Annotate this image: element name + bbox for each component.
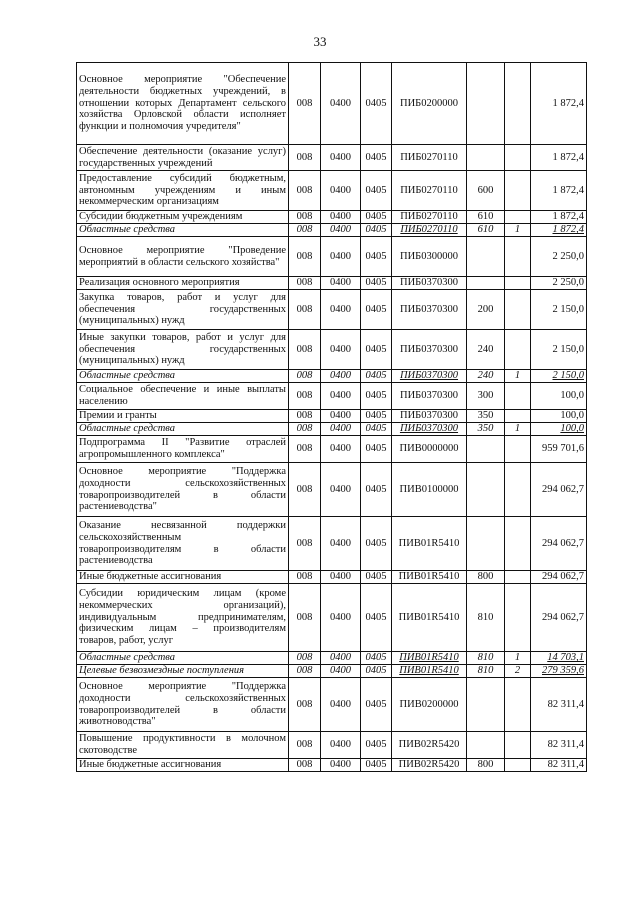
- amount-cell: 100,0: [531, 383, 587, 410]
- target-article-cell: ПИВ02R5420: [392, 759, 467, 772]
- subsection-code-cell: 0405: [361, 571, 392, 584]
- section-code-cell: 0400: [321, 410, 361, 423]
- subsection-code-cell: 0405: [361, 277, 392, 290]
- expense-type-cell: [467, 517, 505, 571]
- table-row: [77, 678, 587, 732]
- table-row: [77, 665, 587, 678]
- target-article-cell: ПИБ0300000: [392, 237, 467, 277]
- ved-code-cell: 008: [289, 145, 321, 171]
- target-article-cell: ПИБ0370300: [392, 370, 467, 383]
- ved-code-cell: 008: [289, 63, 321, 145]
- expense-type-cell: [467, 732, 505, 759]
- expense-type-cell: 350: [467, 410, 505, 423]
- amount-cell: 294 062,7: [531, 571, 587, 584]
- table-row: [77, 145, 587, 171]
- section-code-cell: 0400: [321, 383, 361, 410]
- subsection-code-cell: 0405: [361, 584, 392, 652]
- row-name-cell: Закупка товаров, работ и услуг для обеспечения государственных (муниципальных) нужд: [77, 290, 289, 330]
- expense-type-cell: 200: [467, 290, 505, 330]
- target-article-cell: ПИВ02R5420: [392, 732, 467, 759]
- target-article-cell: ПИБ0370300: [392, 383, 467, 410]
- subsection-code-cell: 0405: [361, 759, 392, 772]
- amount-cell: 1 872,4: [531, 171, 587, 211]
- target-article-cell: ПИВ0200000: [392, 678, 467, 732]
- row-name-cell: Областные средства: [77, 423, 289, 436]
- ved-code-cell: 008: [289, 211, 321, 224]
- amount-cell: 1 872,4: [531, 145, 587, 171]
- ved-code-cell: 008: [289, 463, 321, 517]
- budget-table: [76, 62, 587, 772]
- expense-type-cell: 350: [467, 423, 505, 436]
- funding-source-cell: [505, 571, 531, 584]
- ved-code-cell: 008: [289, 571, 321, 584]
- funding-source-cell: [505, 463, 531, 517]
- table-row: [77, 290, 587, 330]
- amount-cell: 2 250,0: [531, 237, 587, 277]
- amount-cell: 14 703,1: [531, 652, 587, 665]
- table-row: [77, 277, 587, 290]
- amount-cell: 2 150,0: [531, 370, 587, 383]
- funding-source-cell: [505, 436, 531, 463]
- funding-source-cell: [505, 63, 531, 145]
- funding-source-cell: [505, 211, 531, 224]
- row-name-cell: Областные средства: [77, 370, 289, 383]
- amount-cell: 294 062,7: [531, 584, 587, 652]
- amount-cell: 1 872,4: [531, 63, 587, 145]
- funding-source-cell: 1: [505, 224, 531, 237]
- expense-type-cell: [467, 237, 505, 277]
- table-row: [77, 211, 587, 224]
- funding-source-cell: [505, 678, 531, 732]
- amount-cell: 100,0: [531, 410, 587, 423]
- row-name-cell: Подпрограмма II "Развитие отраслей агропромышленного комплекса": [77, 436, 289, 463]
- expense-type-cell: 240: [467, 330, 505, 370]
- subsection-code-cell: 0405: [361, 63, 392, 145]
- ved-code-cell: 008: [289, 290, 321, 330]
- amount-cell: 2 250,0: [531, 277, 587, 290]
- funding-source-cell: [505, 517, 531, 571]
- row-name-cell: Иные закупки товаров, работ и услуг для обеспечения государственных (муниципальных) нужд: [77, 330, 289, 370]
- row-name-cell: Иные бюджетные ассигнования: [77, 759, 289, 772]
- subsection-code-cell: 0405: [361, 145, 392, 171]
- ved-code-cell: 008: [289, 237, 321, 277]
- subsection-code-cell: 0405: [361, 330, 392, 370]
- target-article-cell: ПИВ01R5410: [392, 571, 467, 584]
- amount-cell: 2 150,0: [531, 330, 587, 370]
- expense-type-cell: 810: [467, 665, 505, 678]
- subsection-code-cell: 0405: [361, 383, 392, 410]
- section-code-cell: 0400: [321, 732, 361, 759]
- ved-code-cell: 008: [289, 759, 321, 772]
- target-article-cell: ПИБ0370300: [392, 410, 467, 423]
- table-row: [77, 171, 587, 211]
- row-name-cell: Предоставление субсидий бюджетным, автономным учреждениям и иным некоммерческим организациям: [77, 171, 289, 211]
- funding-source-cell: [505, 277, 531, 290]
- target-article-cell: ПИВ0100000: [392, 463, 467, 517]
- table-row: [77, 63, 587, 145]
- section-code-cell: 0400: [321, 277, 361, 290]
- ved-code-cell: 008: [289, 584, 321, 652]
- amount-cell: 82 311,4: [531, 678, 587, 732]
- amount-cell: 279 359,6: [531, 665, 587, 678]
- section-code-cell: 0400: [321, 463, 361, 517]
- ved-code-cell: 008: [289, 732, 321, 759]
- funding-source-cell: [505, 732, 531, 759]
- section-code-cell: 0400: [321, 665, 361, 678]
- funding-source-cell: [505, 383, 531, 410]
- section-code-cell: 0400: [321, 145, 361, 171]
- funding-source-cell: 1: [505, 370, 531, 383]
- funding-source-cell: [505, 330, 531, 370]
- row-name-cell: Основное мероприятие "Поддержка доходности сельскохозяйственных товаропроизводителей в области растениеводства": [77, 463, 289, 517]
- table-row: [77, 517, 587, 571]
- section-code-cell: 0400: [321, 370, 361, 383]
- section-code-cell: 0400: [321, 290, 361, 330]
- subsection-code-cell: 0405: [361, 290, 392, 330]
- target-article-cell: ПИБ0370300: [392, 423, 467, 436]
- section-code-cell: 0400: [321, 436, 361, 463]
- expense-type-cell: [467, 436, 505, 463]
- expense-type-cell: 800: [467, 571, 505, 584]
- table-row: [77, 652, 587, 665]
- ved-code-cell: 008: [289, 436, 321, 463]
- target-article-cell: ПИБ0200000: [392, 63, 467, 145]
- table-row: [77, 224, 587, 237]
- expense-type-cell: 610: [467, 224, 505, 237]
- row-name-cell: Обеспечение деятельности (оказание услуг) государственных учреждений: [77, 145, 289, 171]
- funding-source-cell: [505, 290, 531, 330]
- funding-source-cell: [505, 410, 531, 423]
- row-name-cell: Целевые безвозмездные поступления: [77, 665, 289, 678]
- section-code-cell: 0400: [321, 678, 361, 732]
- target-article-cell: ПИВ01R5410: [392, 652, 467, 665]
- expense-type-cell: [467, 277, 505, 290]
- funding-source-cell: [505, 759, 531, 772]
- expense-type-cell: [467, 678, 505, 732]
- target-article-cell: ПИБ0270110: [392, 224, 467, 237]
- table-row: [77, 383, 587, 410]
- row-name-cell: Социальное обеспечение и иные выплаты населению: [77, 383, 289, 410]
- row-name-cell: Областные средства: [77, 652, 289, 665]
- target-article-cell: ПИВ01R5410: [392, 584, 467, 652]
- ved-code-cell: 008: [289, 652, 321, 665]
- funding-source-cell: 1: [505, 423, 531, 436]
- row-name-cell: Иные бюджетные ассигнования: [77, 571, 289, 584]
- amount-cell: 82 311,4: [531, 759, 587, 772]
- ved-code-cell: 008: [289, 370, 321, 383]
- section-code-cell: 0400: [321, 584, 361, 652]
- section-code-cell: 0400: [321, 759, 361, 772]
- expense-type-cell: 610: [467, 211, 505, 224]
- funding-source-cell: [505, 237, 531, 277]
- section-code-cell: 0400: [321, 517, 361, 571]
- row-name-cell: Реализация основного мероприятия: [77, 277, 289, 290]
- subsection-code-cell: 0405: [361, 732, 392, 759]
- subsection-code-cell: 0405: [361, 665, 392, 678]
- target-article-cell: ПИВ0000000: [392, 436, 467, 463]
- subsection-code-cell: 0405: [361, 224, 392, 237]
- row-name-cell: Областные средства: [77, 224, 289, 237]
- subsection-code-cell: 0405: [361, 171, 392, 211]
- target-article-cell: ПИВ01R5410: [392, 665, 467, 678]
- amount-cell: 2 150,0: [531, 290, 587, 330]
- table-row: [77, 571, 587, 584]
- ved-code-cell: 008: [289, 224, 321, 237]
- row-name-cell: Повышение продуктивности в молочном скотоводстве: [77, 732, 289, 759]
- subsection-code-cell: 0405: [361, 436, 392, 463]
- expense-type-cell: 810: [467, 652, 505, 665]
- row-name-cell: Оказание несвязанной поддержки сельскохозяйственным товаропроизводителям в области растениеводства: [77, 517, 289, 571]
- subsection-code-cell: 0405: [361, 423, 392, 436]
- ved-code-cell: 008: [289, 517, 321, 571]
- row-name-cell: Субсидии юридическим лицам (кроме некоммерческих организаций), индивидуальным предпринимателям, физическим лицам – производителям товаров, работ, услуг: [77, 584, 289, 652]
- section-code-cell: 0400: [321, 224, 361, 237]
- target-article-cell: ПИБ0270110: [392, 211, 467, 224]
- section-code-cell: 0400: [321, 652, 361, 665]
- amount-cell: 294 062,7: [531, 517, 587, 571]
- expense-type-cell: 600: [467, 171, 505, 211]
- subsection-code-cell: 0405: [361, 463, 392, 517]
- ved-code-cell: 008: [289, 678, 321, 732]
- page-number: 33: [313, 34, 327, 49]
- subsection-code-cell: 0405: [361, 237, 392, 277]
- expense-type-cell: 240: [467, 370, 505, 383]
- expense-type-cell: 300: [467, 383, 505, 410]
- ved-code-cell: 008: [289, 410, 321, 423]
- target-article-cell: ПИБ0370300: [392, 330, 467, 370]
- amount-cell: 294 062,7: [531, 463, 587, 517]
- section-code-cell: 0400: [321, 211, 361, 224]
- row-name-cell: Премии и гранты: [77, 410, 289, 423]
- section-code-cell: 0400: [321, 63, 361, 145]
- target-article-cell: ПИВ01R5410: [392, 517, 467, 571]
- ved-code-cell: 008: [289, 665, 321, 678]
- subsection-code-cell: 0405: [361, 652, 392, 665]
- funding-source-cell: 1: [505, 652, 531, 665]
- amount-cell: 1 872,4: [531, 224, 587, 237]
- funding-source-cell: 2: [505, 665, 531, 678]
- expense-type-cell: [467, 463, 505, 517]
- table-row: [77, 370, 587, 383]
- subsection-code-cell: 0405: [361, 211, 392, 224]
- table-row: [77, 330, 587, 370]
- section-code-cell: 0400: [321, 423, 361, 436]
- row-name-cell: Основное мероприятие "Обеспечение деятельности бюджетных учреждений, в отношении которых Департамент сельского хозяйства Орловской области исполняет функции и полномочия учредителя": [77, 63, 289, 145]
- table-row: [77, 423, 587, 436]
- amount-cell: 1 872,4: [531, 211, 587, 224]
- subsection-code-cell: 0405: [361, 410, 392, 423]
- section-code-cell: 0400: [321, 571, 361, 584]
- table-row: [77, 732, 587, 759]
- table-row: [77, 436, 587, 463]
- expense-type-cell: [467, 145, 505, 171]
- table-row: [77, 463, 587, 517]
- table-row: [77, 410, 587, 423]
- ved-code-cell: 008: [289, 423, 321, 436]
- funding-source-cell: [505, 584, 531, 652]
- table-row: [77, 759, 587, 772]
- ved-code-cell: 008: [289, 277, 321, 290]
- table-row: [77, 584, 587, 652]
- row-name-cell: Субсидии бюджетным учреждениям: [77, 211, 289, 224]
- amount-cell: 959 701,6: [531, 436, 587, 463]
- expense-type-cell: 810: [467, 584, 505, 652]
- funding-source-cell: [505, 145, 531, 171]
- target-article-cell: ПИБ0270110: [392, 145, 467, 171]
- ved-code-cell: 008: [289, 330, 321, 370]
- funding-source-cell: [505, 171, 531, 211]
- subsection-code-cell: 0405: [361, 517, 392, 571]
- section-code-cell: 0400: [321, 171, 361, 211]
- section-code-cell: 0400: [321, 237, 361, 277]
- target-article-cell: ПИБ0270110: [392, 171, 467, 211]
- target-article-cell: ПИБ0370300: [392, 277, 467, 290]
- expense-type-cell: [467, 63, 505, 145]
- target-article-cell: ПИБ0370300: [392, 290, 467, 330]
- subsection-code-cell: 0405: [361, 370, 392, 383]
- table-row: [77, 237, 587, 277]
- amount-cell: 82 311,4: [531, 732, 587, 759]
- ved-code-cell: 008: [289, 383, 321, 410]
- ved-code-cell: 008: [289, 171, 321, 211]
- section-code-cell: 0400: [321, 330, 361, 370]
- expense-type-cell: 800: [467, 759, 505, 772]
- row-name-cell: Основное мероприятие "Проведение мероприятий в области сельского хозяйства": [77, 237, 289, 277]
- subsection-code-cell: 0405: [361, 678, 392, 732]
- amount-cell: 100,0: [531, 423, 587, 436]
- row-name-cell: Основное мероприятие "Поддержка доходности сельскохозяйственных товаропроизводителей в области животноводства": [77, 678, 289, 732]
